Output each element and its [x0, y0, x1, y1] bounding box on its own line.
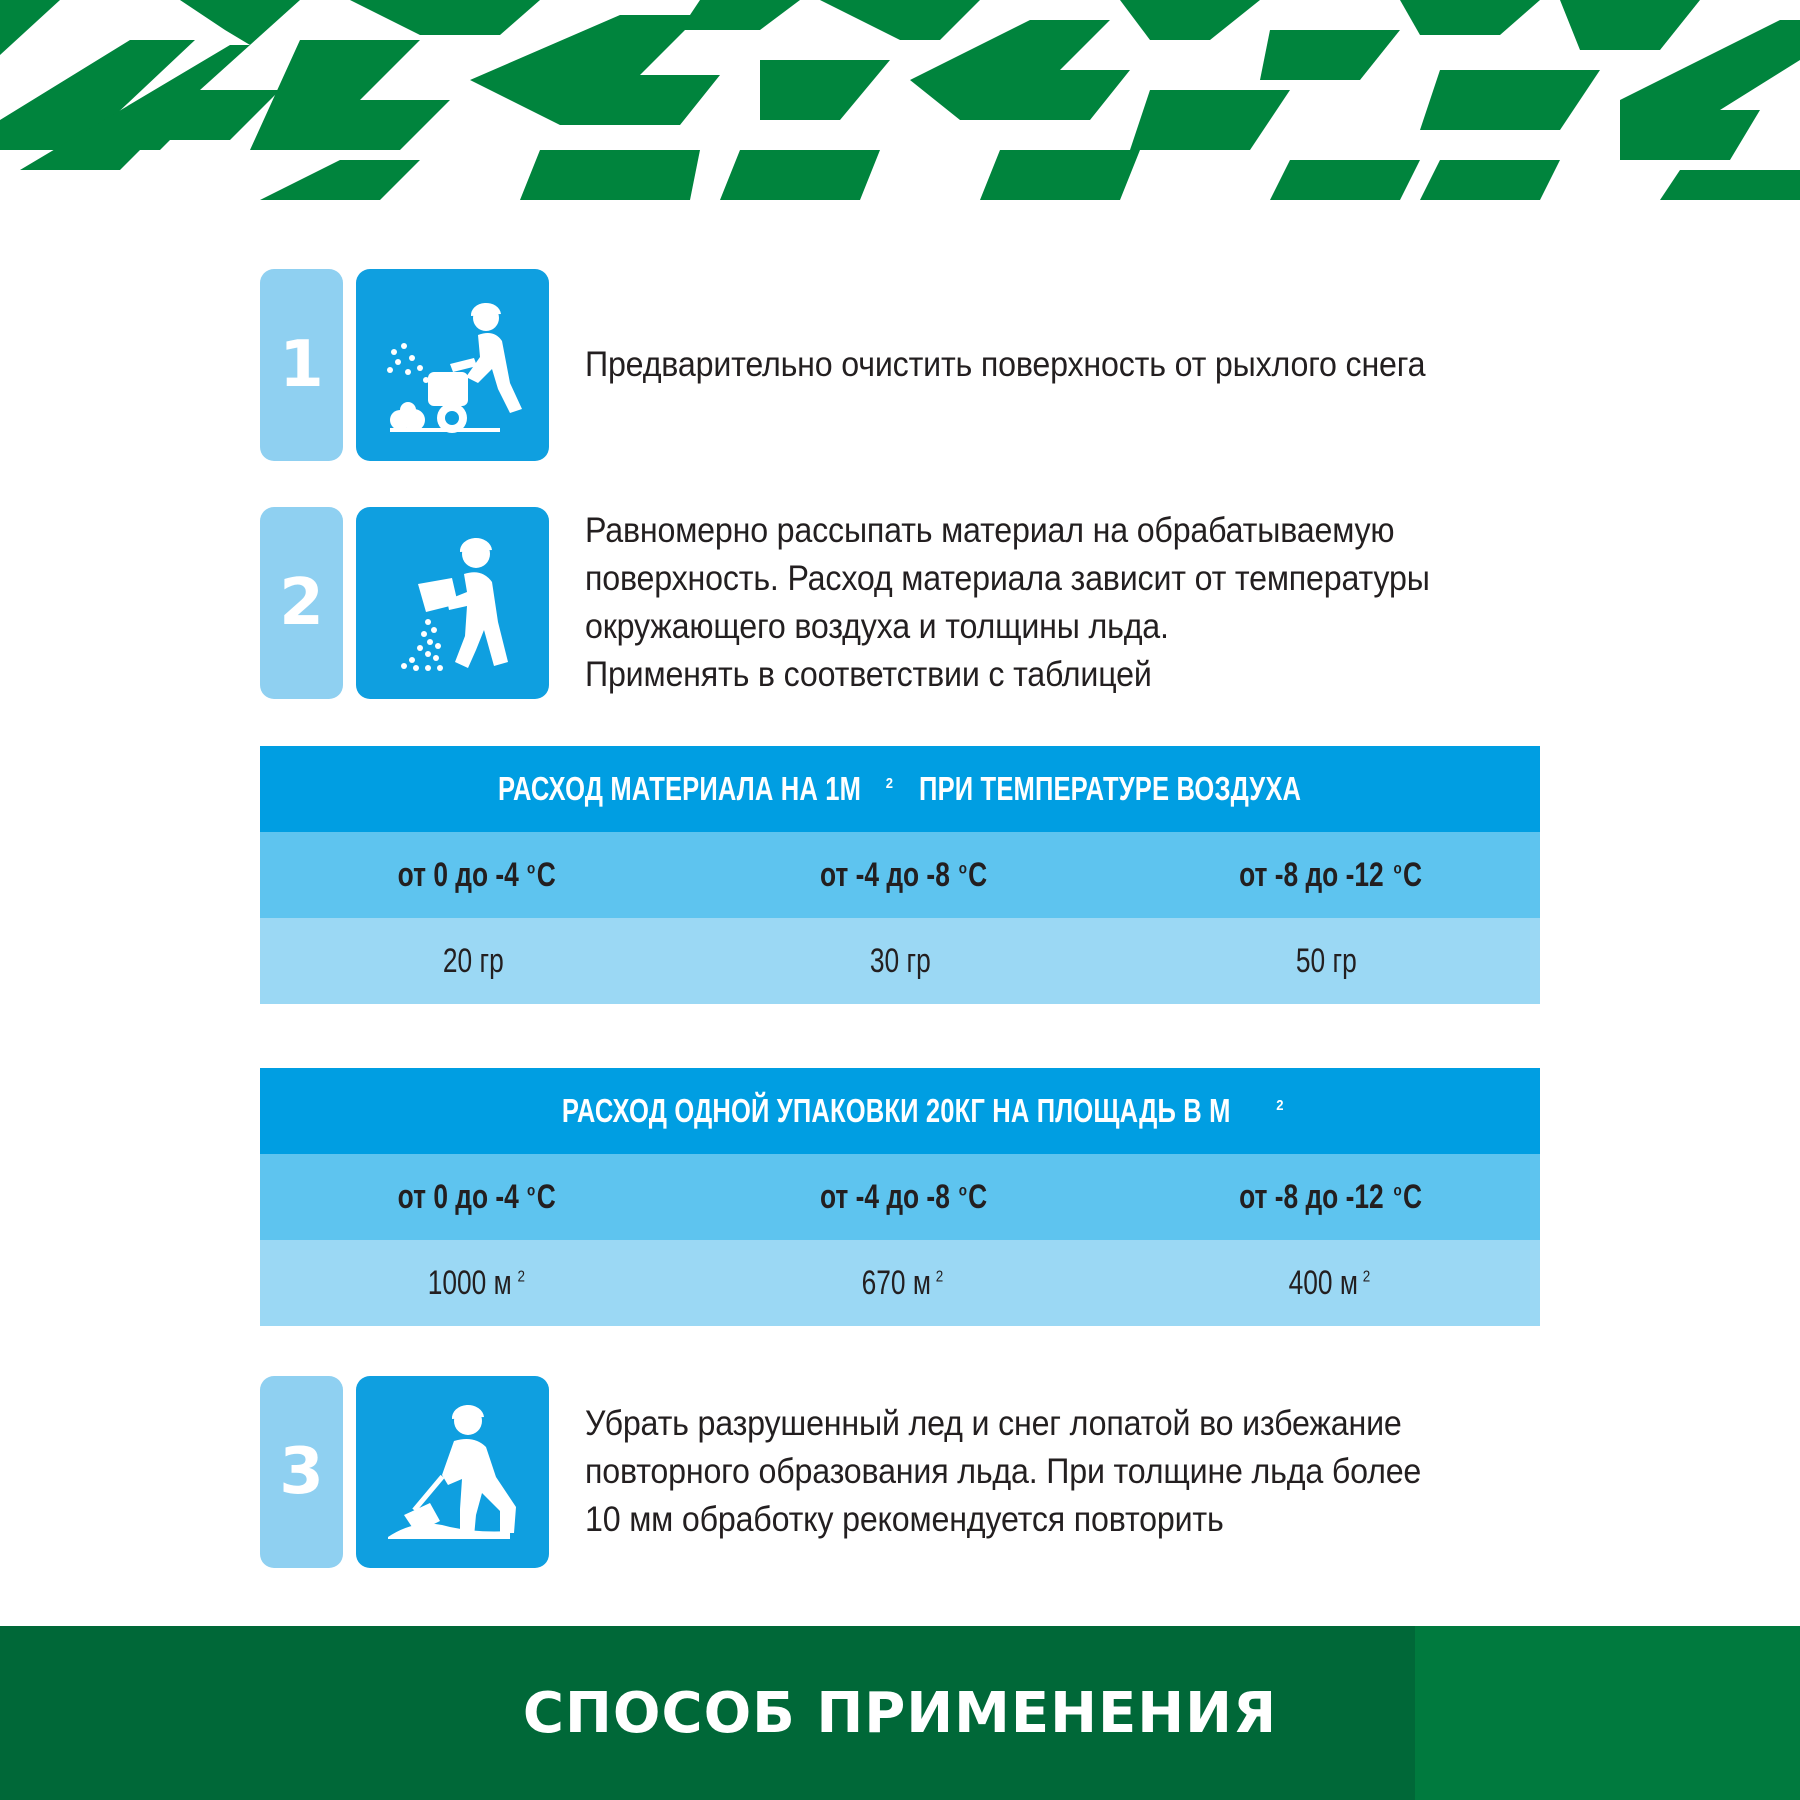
spreading-material-worker-graphic: [368, 518, 538, 688]
step-1: [260, 269, 1560, 461]
step-number: 1: [279, 328, 324, 402]
value-cell: 30 гр: [869, 941, 931, 980]
tread-pattern-graphic: [0, 0, 1800, 200]
step-1-text: Предварительно очистить поверхность от рыхлого снега: [585, 345, 1426, 384]
temperature-cell: от 0 до -4 $^о$С: [397, 855, 556, 894]
tire-tread-decoration: [0, 0, 1800, 200]
table-title-superscript: 2: [885, 776, 893, 792]
temperature-cell: от -4 до -8 $^о$С: [820, 855, 988, 894]
package-coverage-table: [260, 1068, 1540, 1326]
value-cell: 50 гр: [1296, 941, 1358, 980]
temperature-cell: от -8 до -12 $^о$С: [1239, 1177, 1423, 1216]
temperature-cell: от 0 до -4 $^о$С: [397, 1177, 556, 1216]
shoveling-worker-graphic: [368, 1387, 538, 1557]
table-header: [260, 1068, 1540, 1154]
table-header: [260, 746, 1540, 832]
step-3-text: Убрать разрушенный лед и снег лопатой во избежание повторного образования льда. При толщине льда более 10 мм обработку рекомендуется повторить: [585, 1404, 1422, 1539]
table-title-superscript: 2: [1276, 1098, 1284, 1114]
value-cell: 1000 м $^2$: [427, 1263, 525, 1302]
step-number-tile: [260, 507, 343, 699]
step-number: 3: [279, 1435, 324, 1509]
temperature-row: [260, 1154, 1540, 1240]
table-title: РАСХОД МАТЕРИАЛА НА 1М: [497, 770, 861, 807]
value-cell: 400 м $^2$: [1288, 1263, 1370, 1302]
step-2-text: Равномерно рассыпать материал на обрабатываемую поверхность. Расход материала зависит от температуры окружающего воздуха и толщины льда. Применять в соответствии с таблицей: [585, 511, 1430, 694]
snow-blower-worker-graphic: [368, 280, 538, 450]
value-row: [260, 1240, 1540, 1326]
value-cell: 20 гр: [442, 941, 504, 980]
consumption-per-m2-table: [260, 746, 1540, 1004]
temperature-row: [260, 832, 1540, 918]
table-title: РАСХОД ОДНОЙ УПАКОВКИ 20КГ НА ПЛОЩАДЬ В М: [561, 1092, 1231, 1129]
snow-blower-worker-icon: [356, 269, 549, 461]
value-cell: 670 м $^2$: [861, 1263, 944, 1302]
step-2: [260, 507, 1560, 699]
step-number: 2: [279, 566, 324, 640]
step-number-tile: [260, 269, 343, 461]
step-3: [260, 1376, 1560, 1568]
step-number-tile: [260, 1376, 343, 1568]
temperature-cell: от -8 до -12 $^о$С: [1239, 855, 1423, 894]
temperature-cell: от -4 до -8 $^о$С: [820, 1177, 988, 1216]
shoveling-worker-icon: [356, 1376, 549, 1568]
footer-title: СПОСОБ ПРИМЕНЕНИЯ: [522, 1680, 1278, 1746]
table-title-rest: ПРИ ТЕМПЕРАТУРЕ ВОЗДУХА: [918, 770, 1302, 807]
value-row: [260, 918, 1540, 1004]
footer-banner: [0, 1626, 1800, 1800]
spreading-material-worker-icon: [356, 507, 549, 699]
